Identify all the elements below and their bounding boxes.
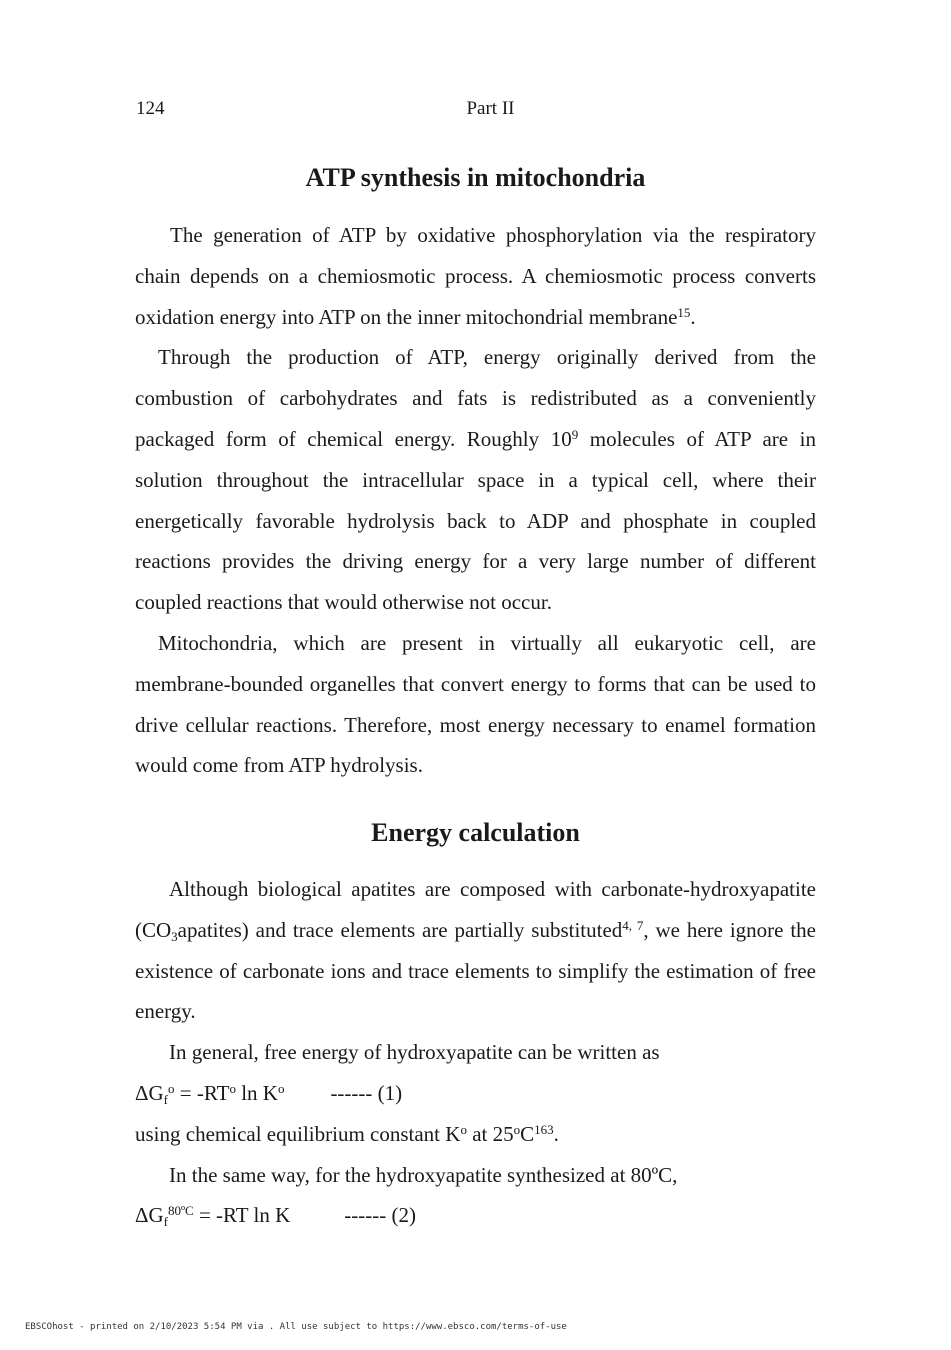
equation-1: [135, 1073, 816, 1114]
equation-rhs: = -RT ln K: [193, 1203, 291, 1228]
paragraph: [135, 1155, 816, 1196]
subscript: f: [163, 1091, 169, 1107]
superscript: o: [513, 1121, 521, 1137]
equation-2: [135, 1195, 816, 1236]
running-head: Part II: [466, 98, 515, 119]
paragraph: [135, 215, 816, 337]
equation-rhs: ln K: [235, 1080, 278, 1105]
citation-ref: 15: [677, 304, 691, 320]
equation-lhs: ΔG: [135, 1080, 164, 1105]
print-footer: EBSCOhost - printed on 2/10/2023 5:54 PM via . All use subject to https://www.ebsco.com/terms-of-use: [25, 1322, 567, 1332]
superscript: o: [168, 1080, 175, 1096]
punctuation: .: [690, 304, 696, 329]
page-number: 124: [136, 98, 165, 119]
section1-body: [135, 215, 816, 786]
superscript: o: [229, 1080, 236, 1096]
paragraph-text: Through the production of ATP, energy originally derived from the combustion of carbohydrates and fats is redistributed as a conveniently packaged form of chemical energy. Roughly 10: [135, 345, 816, 451]
superscript: 80ºC: [168, 1203, 194, 1219]
paragraph-text: using chemical equilibrium constant K: [135, 1121, 461, 1146]
paragraph: [135, 337, 816, 623]
subscript: f: [163, 1214, 169, 1230]
paragraph: [135, 869, 816, 1032]
punctuation: .: [553, 1121, 559, 1146]
subscript: 3: [171, 928, 178, 944]
paragraph-text: at 25: [466, 1121, 514, 1146]
paragraph-text: Although biological apatites are composed with carbonate-hydroxyapatite (CO: [135, 877, 816, 942]
exponent: 9: [571, 426, 579, 442]
equation-lhs: ΔG: [135, 1203, 164, 1228]
paragraph-text: The generation of ATP by oxidative phosphorylation via the respiratory chain depends on a chemiosmotic process. A chemiosmotic process converts oxidation energy into ATP on the inner mitochondrial membrane: [135, 223, 816, 329]
paragraph: [135, 1032, 816, 1073]
paragraph: [135, 1114, 816, 1155]
section-title-energy-calculation: Energy calculation: [371, 818, 580, 847]
paragraph-text: molecules of ATP are in solution throughout the intracellular space in a typical cell, where their energetically favorable hydrolysis back to ADP and phosphate in coupled reactions provides the driving energy for a very large number of different coupled reactions that would otherwise not occur.: [135, 426, 816, 615]
paragraph-text: Mitochondria, which are present in virtually all eukaryotic cell, are membrane-bounded organelles that convert energy to forms that can be used to drive cellular reactions. Therefore, most energy necessary to enamel formation would come from ATP hydrolysis.: [135, 630, 816, 778]
paragraph-text: apatites) and trace elements are partially substituted: [177, 917, 623, 942]
citation-ref: 163: [534, 1121, 554, 1137]
citation-ref: 4, 7: [622, 917, 644, 933]
superscript: o: [277, 1080, 285, 1096]
paragraph-text: In general, free energy of hydroxyapatite can be written as: [169, 1040, 660, 1065]
paragraph-text: , we here ignore the existence of carbonate ions and trace elements to simplify the estimation of free energy.: [135, 917, 816, 1024]
section2-body: [135, 869, 816, 1236]
section-title-atp-synthesis: ATP synthesis in mitochondria: [305, 163, 646, 192]
superscript: o: [460, 1121, 467, 1137]
equation-label: ------ (1): [330, 1080, 403, 1105]
equation-rhs: = -RT: [174, 1080, 230, 1105]
paragraph: [135, 623, 816, 786]
paragraph-text: In the same way, for the hydroxyapatite synthesized at 80ºC,: [169, 1162, 678, 1187]
paragraph-text: C: [520, 1121, 535, 1146]
equation-label: ------ (2): [344, 1203, 416, 1228]
